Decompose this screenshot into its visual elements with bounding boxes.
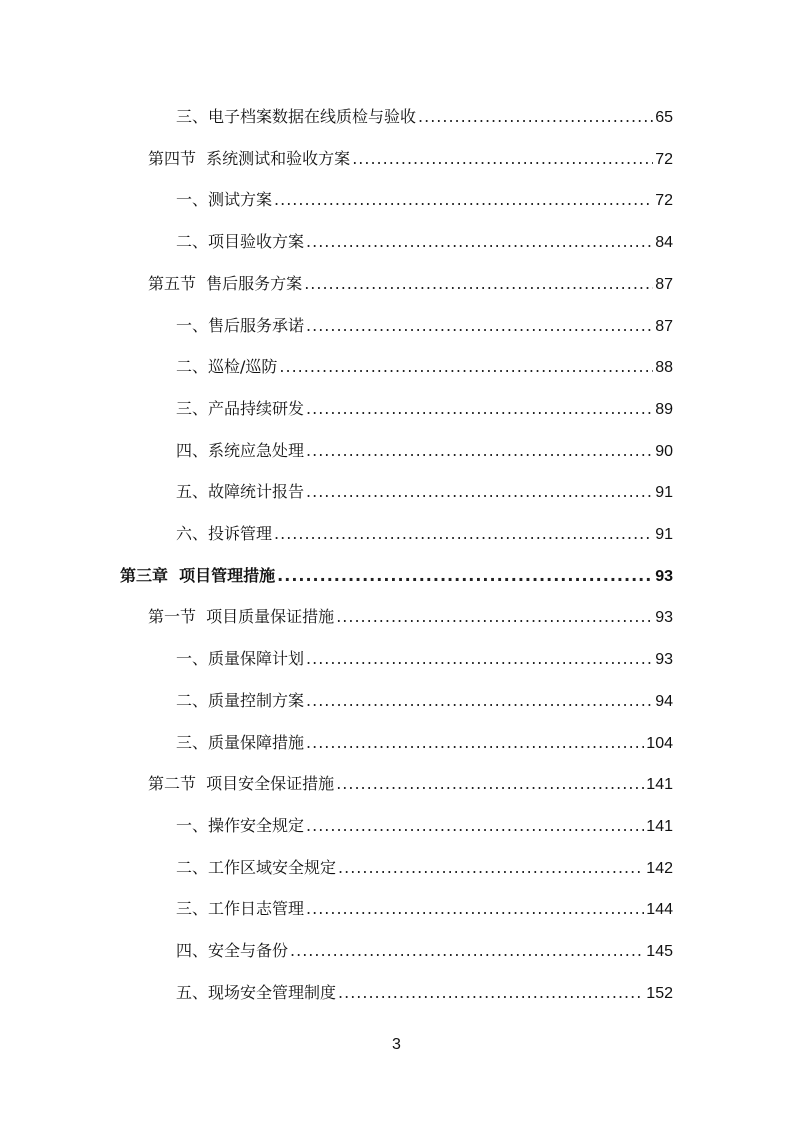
toc-entry[interactable] <box>148 764 673 804</box>
toc-entry-title: 第五节 售后服务方案 <box>148 273 303 293</box>
toc-entry[interactable] <box>176 431 673 471</box>
dot-leader <box>306 389 653 429</box>
toc-entry-page: 72 <box>655 150 673 168</box>
toc-entry-title: 第二节 项目安全保证措施 <box>148 774 335 794</box>
toc-entry-page: 152 <box>646 984 673 1002</box>
toc-entry-page: 94 <box>655 692 673 710</box>
dot-leader <box>279 347 653 387</box>
toc-entry[interactable] <box>176 97 673 137</box>
toc-entry-title: 六、投诉管理 <box>176 524 273 543</box>
toc-entry-title: 一、售后服务承诺 <box>176 315 305 335</box>
dot-leader <box>306 681 653 721</box>
toc-entry-title: 四、系统应急处理 <box>176 440 305 460</box>
toc-entry-page: 84 <box>655 234 673 252</box>
toc-entry[interactable] <box>176 347 673 387</box>
toc-entry-title: 一、操作安全规定 <box>176 815 305 835</box>
toc-entry-title: 五、现场安全管理制度 <box>176 982 337 1002</box>
dot-leader <box>290 931 644 971</box>
toc-entry[interactable] <box>120 556 673 596</box>
dot-leader <box>338 973 644 1013</box>
toc-entry-title: 三、电子档案数据在线质检与验收 <box>176 107 417 126</box>
toc-entry-title: 二、工作区域安全规定 <box>176 857 337 877</box>
toc-entry-page: 104 <box>646 734 673 752</box>
dot-leader <box>306 222 653 262</box>
toc-entry-page: 93 <box>655 567 673 585</box>
toc-entry[interactable] <box>176 514 673 554</box>
toc-entry-page: 89 <box>655 400 673 418</box>
toc-entry-page: 93 <box>655 609 673 627</box>
dot-leader <box>277 556 653 596</box>
toc-entry-page: 93 <box>655 651 673 669</box>
dot-leader <box>306 472 653 512</box>
dot-leader <box>336 597 653 637</box>
toc-entry[interactable] <box>148 597 673 637</box>
dot-leader <box>306 639 653 679</box>
toc-entry[interactable] <box>176 848 673 888</box>
dot-leader <box>306 806 644 846</box>
dot-leader <box>274 514 653 554</box>
toc-entry-title: 一、质量保障计划 <box>176 649 305 669</box>
dot-leader <box>306 306 653 346</box>
dot-leader <box>352 139 653 179</box>
toc-entry-title: 一、测试方案 <box>176 190 273 210</box>
toc-entry-page: 90 <box>655 442 673 460</box>
toc-entry-page: 87 <box>655 275 673 293</box>
toc-entry[interactable] <box>176 222 673 262</box>
toc-entry-title: 三、质量保障措施 <box>176 732 305 752</box>
toc-entry-title: 第一节 项目质量保证措施 <box>148 607 335 627</box>
toc-entry[interactable] <box>176 723 673 763</box>
toc-entry-page: 144 <box>646 901 673 919</box>
dot-leader <box>338 848 644 888</box>
dot-leader <box>418 97 653 137</box>
toc-entry-page: 65 <box>655 109 673 126</box>
toc-entry[interactable] <box>176 889 673 929</box>
toc-entry-page: 87 <box>655 317 673 335</box>
toc-entry[interactable] <box>176 180 673 220</box>
toc-entry[interactable] <box>176 973 673 1013</box>
toc-entry-page: 142 <box>646 859 673 877</box>
toc-entry[interactable] <box>176 639 673 679</box>
toc-entry-title: 四、安全与备份 <box>176 941 289 960</box>
toc-entry-title: 二、项目验收方案 <box>176 232 305 252</box>
toc-entry-title: 三、产品持续研发 <box>176 398 305 418</box>
dot-leader <box>306 723 644 763</box>
dot-leader <box>306 431 653 471</box>
toc-entry-page: 141 <box>646 776 673 794</box>
dot-leader <box>304 264 653 304</box>
toc-entry[interactable] <box>176 806 673 846</box>
toc-entry[interactable] <box>176 931 673 971</box>
toc-entry-page: 91 <box>655 484 673 502</box>
toc-entry-title: 第三章 项目管理措施 <box>120 565 276 585</box>
dot-leader <box>336 764 644 804</box>
toc-entry[interactable] <box>176 472 673 512</box>
page-number: 3 <box>392 1036 401 1053</box>
dot-leader <box>274 180 653 220</box>
toc-entry-title: 三、工作日志管理 <box>176 899 305 919</box>
toc-entry-page: 141 <box>646 817 673 835</box>
toc-entry-title: 二、质量控制方案 <box>176 690 305 710</box>
toc-entry-page: 91 <box>655 526 673 543</box>
toc-entry[interactable] <box>148 264 673 304</box>
toc-entry-page: 145 <box>646 943 673 960</box>
toc-entry-page: 88 <box>655 359 673 377</box>
toc-entry[interactable] <box>176 306 673 346</box>
toc-entry[interactable] <box>176 389 673 429</box>
toc-entry[interactable] <box>176 681 673 721</box>
toc-entry-title: 第四节 系统测试和验收方案 <box>148 148 351 168</box>
toc-entry[interactable] <box>148 139 673 179</box>
toc-entry-page: 72 <box>655 192 673 210</box>
dot-leader <box>306 889 644 929</box>
toc-entry-title: 二、巡检/巡防 <box>176 357 278 377</box>
toc-entry-title: 五、故障统计报告 <box>176 482 305 502</box>
